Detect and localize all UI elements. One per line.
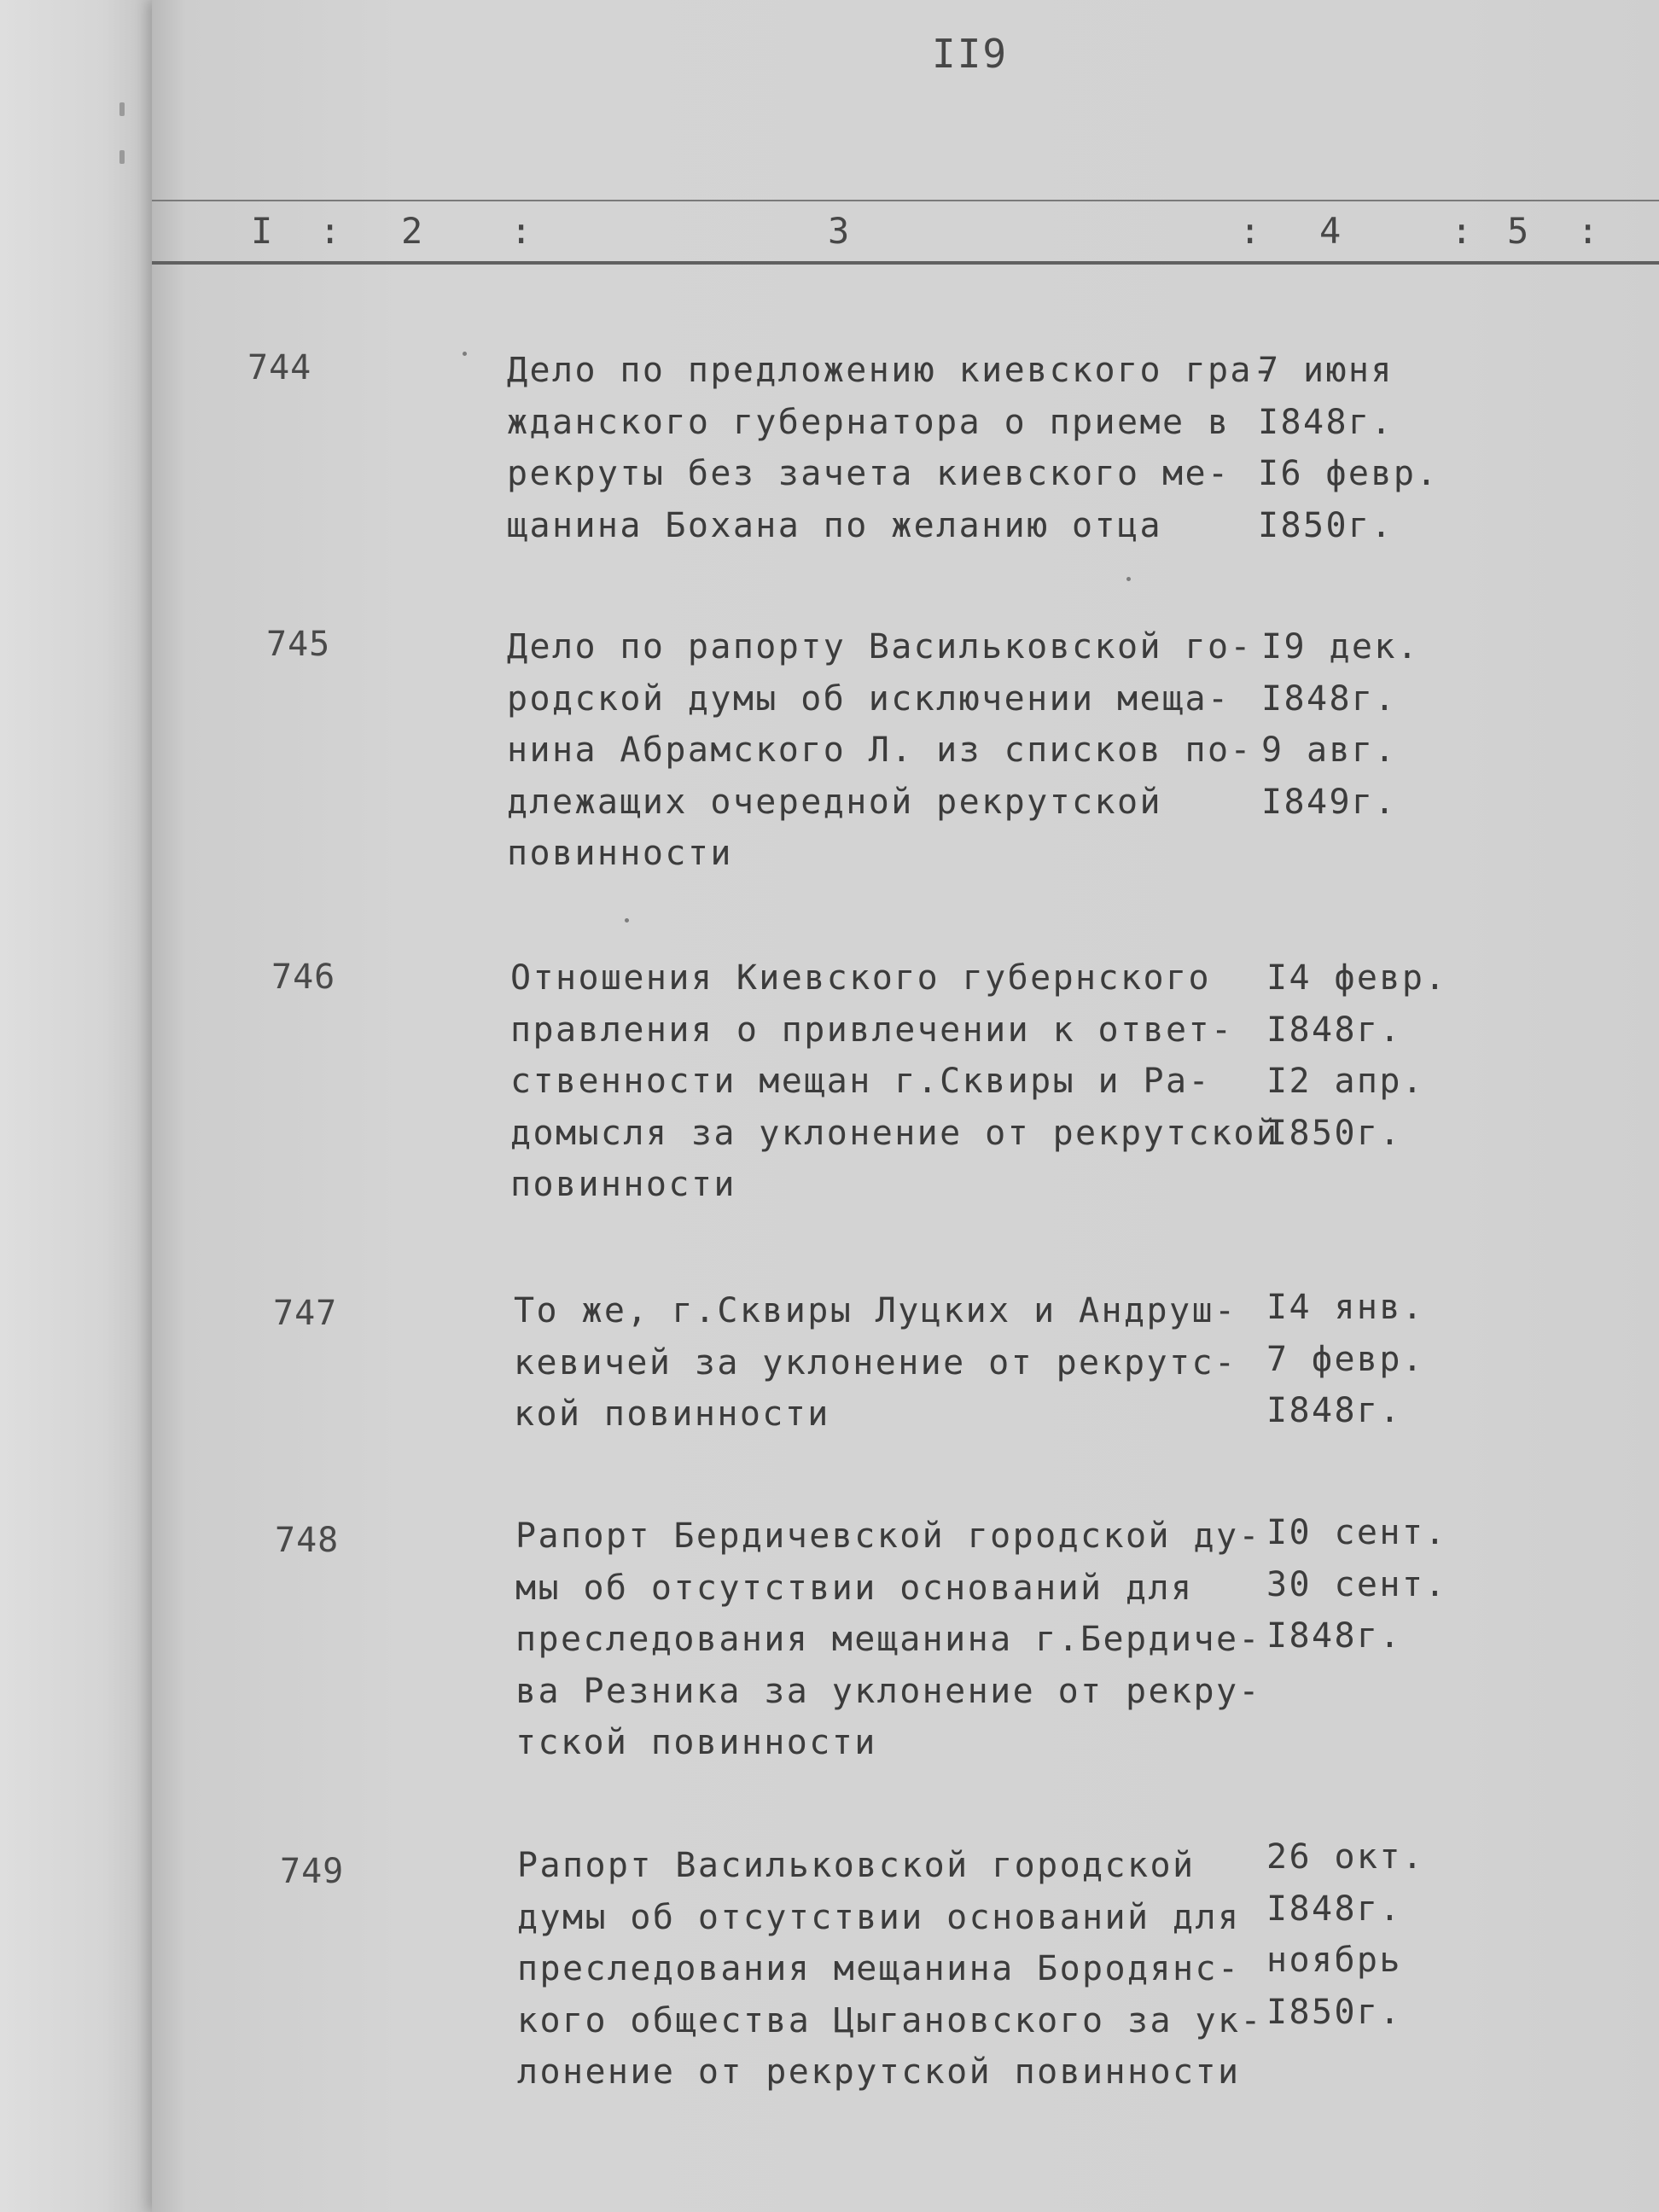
entry-dates [1261,621,1419,828]
description-line: Рапорт Бердичевской городской ду- [515,1516,1261,1556]
binding-mark [119,102,125,116]
entry-dates [1266,1507,1447,1662]
date-line: I4 февр. [1266,958,1447,998]
description-line: То же, г.Сквиры Луцких и Андруш- [514,1291,1237,1330]
description-line: Рапорт Васильковской городской [517,1846,1196,1885]
description-line: длежащих очередной рекрутской [507,782,1162,822]
entry-description [510,952,1278,1211]
entry-number: 748 [275,1521,340,1560]
page-number: II9 [932,31,1009,77]
description-line: родской думы об исключении меща- [507,678,1231,719]
entry-number: 747 [273,1294,338,1333]
date-line: I0 сент. [1266,1513,1447,1552]
date-line: I848г. [1266,1391,1402,1430]
description-line: жданского губернатора о приеме в [507,402,1231,442]
column-header-4: 4 [1319,210,1342,252]
entry-dates [1266,952,1447,1159]
column-separator: : [1577,210,1599,252]
date-line: 26 окт. [1266,1837,1425,1877]
header-rule-bottom [152,261,1659,265]
entry-number: 744 [247,348,312,387]
description-line: кевичей за уклонение от рекрутс- [514,1342,1237,1382]
column-separator: : [510,210,533,252]
column-separator: : [319,210,341,252]
paper-speck [463,352,467,356]
description-line: думы об отсутствии оснований для [517,1897,1241,1937]
description-line: преследования мещанина Бородянс- [517,1949,1241,1988]
paper-speck [625,918,629,923]
date-line: 9 авг. [1261,731,1397,770]
column-header-2: 2 [401,210,423,252]
date-line: I848г. [1258,402,1394,442]
entry-number: 746 [271,958,336,997]
description-line: преследования мещанина г.Бердиче- [515,1620,1261,1659]
entry-dates [1266,1282,1424,1437]
description-line: кого общества Цыгановского за ук- [517,2000,1263,2040]
column-header-5: 5 [1507,210,1529,252]
column-separator: : [1239,210,1261,252]
entry-dates [1258,345,1439,551]
entry-description [507,345,1275,551]
description-line: Отношения Киевского губернского [510,958,1211,998]
description-line: рекруты без зачета киевского ме- [507,454,1231,493]
date-line: I6 февр. [1258,454,1439,493]
header-rule-top [152,200,1659,201]
date-line: ноябрь [1266,1941,1402,1980]
entry-number: 749 [280,1852,345,1891]
description-line: мы об отсутствии оснований для [515,1568,1194,1608]
description-line: тской повинности [515,1723,877,1762]
description-line: повинности [507,834,733,873]
binding-mark [119,150,125,164]
description-line: нина Абрамского Л. из списков по- [507,731,1253,770]
description-line: ва Резника за уклонение от рекру- [515,1671,1261,1711]
entry-description [514,1285,1237,1441]
paper-speck [1126,577,1131,581]
description-line: Дело по предложению киевского гра- [507,351,1276,390]
date-line: 7 февр. [1266,1339,1425,1379]
date-line: I850г. [1266,1113,1402,1153]
underlying-page-edge [0,0,171,2212]
description-line: повинности [510,1165,736,1204]
date-line: I848г. [1261,678,1397,719]
description-line: правления о привлечении к ответ- [510,1010,1234,1050]
date-line: I850г. [1258,505,1394,545]
date-line: I848г. [1266,1616,1402,1656]
date-line: I9 дек. [1261,627,1420,667]
date-line: 30 сент. [1266,1564,1447,1604]
column-separator: : [1451,210,1473,252]
entry-description [517,1840,1263,2098]
date-line: 7 июня [1258,351,1394,390]
description-line: лонение от рекрутской повинности [517,2052,1241,2092]
description-line: кой повинности [514,1394,830,1434]
entry-number: 745 [266,625,331,664]
entry-description [507,621,1253,880]
date-line: I2 апр. [1266,1062,1425,1101]
date-line: I4 янв. [1266,1288,1425,1327]
description-line: Дело по рапорту Васильковской го- [507,627,1253,667]
column-header-3: 3 [828,210,850,252]
entry-dates [1266,1831,1424,2038]
entry-description [515,1511,1261,1769]
date-line: I848г. [1266,1010,1402,1050]
date-line: I848г. [1266,1889,1402,1929]
description-line: ственности мещан г.Сквиры и Ра- [510,1062,1211,1101]
description-line: щанина Бохана по желанию отца [507,505,1162,545]
date-line: I849г. [1261,782,1397,822]
date-line: I850г. [1266,1992,1402,2032]
description-line: домысля за уклонение от рекрутской [510,1113,1279,1153]
column-header-1: I [251,210,273,252]
